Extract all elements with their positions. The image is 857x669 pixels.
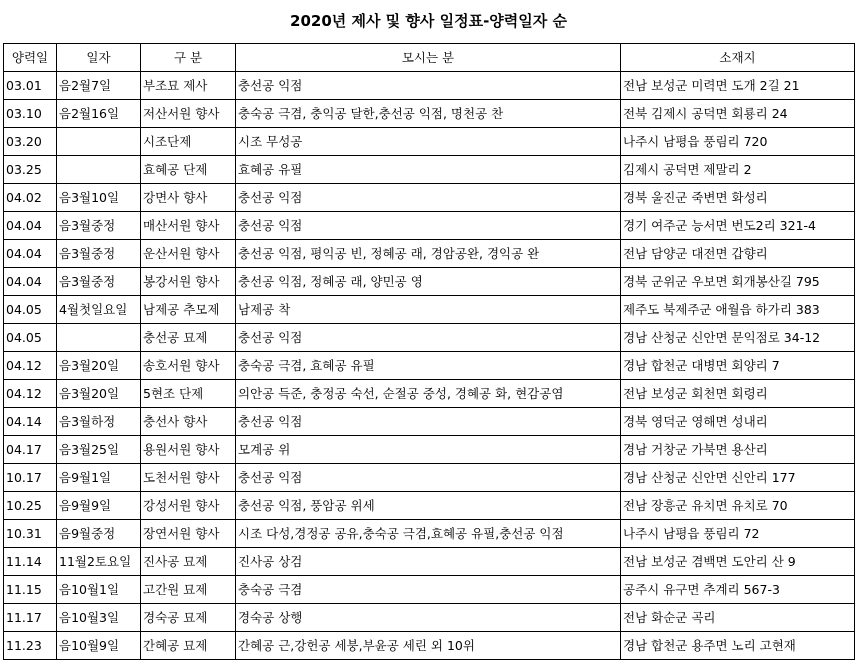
table-row <box>4 296 855 324</box>
category-cell: 강성서원 향사 <box>141 492 236 520</box>
solar-date-cell: 10.31 <box>4 520 57 548</box>
solar-date-cell: 03.01 <box>4 72 57 100</box>
category-cell: 부조묘 제사 <box>141 72 236 100</box>
date-cell: 음3월중정 <box>57 240 141 268</box>
enshrined-cell: 충선공 익점 <box>236 72 621 100</box>
location-cell: 경남 산청군 신안면 신안리 177 <box>621 464 855 492</box>
table-row <box>4 520 855 548</box>
date-cell: 음9월1일 <box>57 464 141 492</box>
enshrined-cell: 시조 다성,경정공 공유,충숙공 극겸,효혜공 유필,충선공 익점 <box>236 520 621 548</box>
table-row <box>4 100 855 128</box>
enshrined-cell: 효혜공 유필 <box>236 156 621 184</box>
category-cell: 충선사 향사 <box>141 408 236 436</box>
solar-date-cell: 10.17 <box>4 464 57 492</box>
location-cell: 전남 화순군 곡리 <box>621 604 855 632</box>
table-row <box>4 156 855 184</box>
solar-date-cell: 04.14 <box>4 408 57 436</box>
enshrined-cell: 충선공 익점, 평익공 빈, 정혜공 래, 경암공완, 경익공 완 <box>236 240 621 268</box>
enshrined-cell: 충선공 익점 <box>236 184 621 212</box>
table-row <box>4 464 855 492</box>
solar-date-cell: 11.14 <box>4 548 57 576</box>
location-cell: 전남 장흥군 유치면 유치로 70 <box>621 492 855 520</box>
category-cell: 강면사 향사 <box>141 184 236 212</box>
category-cell: 5현조 단제 <box>141 380 236 408</box>
date-cell: 음10월9일 <box>57 632 141 660</box>
solar-date-cell: 04.17 <box>4 436 57 464</box>
table-row <box>4 576 855 604</box>
enshrined-cell: 충숙공 극겸 <box>236 576 621 604</box>
table-row <box>4 240 855 268</box>
category-cell: 진사공 묘제 <box>141 548 236 576</box>
category-cell: 저산서원 향사 <box>141 100 236 128</box>
location-cell: 전북 김제시 공덕면 회룡리 24 <box>621 100 855 128</box>
enshrined-cell: 충선공 익점 <box>236 464 621 492</box>
date-cell: 음9월9일 <box>57 492 141 520</box>
enshrined-cell: 충숙공 극겸, 효혜공 유필 <box>236 352 621 380</box>
category-cell: 봉강서원 향사 <box>141 268 236 296</box>
solar-date-cell: 10.25 <box>4 492 57 520</box>
date-cell: 음3월하정 <box>57 408 141 436</box>
category-cell: 효혜공 단제 <box>141 156 236 184</box>
table-row <box>4 184 855 212</box>
solar-date-cell: 04.02 <box>4 184 57 212</box>
location-cell: 제주도 북제주군 애월읍 하가리 383 <box>621 296 855 324</box>
date-cell: 11월2토요일 <box>57 548 141 576</box>
enshrined-cell: 간혜공 근,강헌공 세붕,부윤공 세린 외 10위 <box>236 632 621 660</box>
solar-date-cell: 04.04 <box>4 240 57 268</box>
category-cell: 고간원 묘제 <box>141 576 236 604</box>
location-cell: 경남 산청군 신안면 문익점로 34-12 <box>621 324 855 352</box>
date-cell: 음9월중정 <box>57 520 141 548</box>
enshrined-cell: 충선공 익점, 풍암공 위세 <box>236 492 621 520</box>
table-row <box>4 380 855 408</box>
location-cell: 경기 여주군 능서면 번도2리 321-4 <box>621 212 855 240</box>
table-row <box>4 492 855 520</box>
enshrined-cell: 남제공 착 <box>236 296 621 324</box>
table-row <box>4 72 855 100</box>
solar-date-cell: 03.20 <box>4 128 57 156</box>
enshrined-cell: 충선공 익점, 정혜공 래, 양민공 영 <box>236 268 621 296</box>
col-header-date: 일자 <box>57 44 141 72</box>
category-cell: 남제공 추모제 <box>141 296 236 324</box>
enshrined-cell: 경숙공 상행 <box>236 604 621 632</box>
table-row <box>4 352 855 380</box>
date-cell: 음3월10일 <box>57 184 141 212</box>
location-cell: 경남 합천군 대병면 회양리 7 <box>621 352 855 380</box>
solar-date-cell: 04.04 <box>4 268 57 296</box>
location-cell: 나주시 남평읍 풍림리 720 <box>621 128 855 156</box>
table-row <box>4 548 855 576</box>
solar-date-cell: 11.17 <box>4 604 57 632</box>
location-cell: 경북 군위군 우보면 회개봉산길 795 <box>621 268 855 296</box>
enshrined-cell: 충선공 익점 <box>236 212 621 240</box>
solar-date-cell: 11.15 <box>4 576 57 604</box>
category-cell: 장연서원 향사 <box>141 520 236 548</box>
table-row <box>4 604 855 632</box>
category-cell: 간혜공 묘제 <box>141 632 236 660</box>
date-cell: 4월첫일요일 <box>57 296 141 324</box>
table-row <box>4 128 855 156</box>
category-cell: 도천서원 향사 <box>141 464 236 492</box>
category-cell: 용원서원 향사 <box>141 436 236 464</box>
table-row <box>4 324 855 352</box>
solar-date-cell: 04.04 <box>4 212 57 240</box>
location-cell: 경북 울진군 죽변면 화성리 <box>621 184 855 212</box>
schedule-rows <box>4 72 855 660</box>
table-row <box>4 212 855 240</box>
table-row <box>4 632 855 660</box>
col-header-enshrined: 모시는 분 <box>236 44 621 72</box>
category-cell: 시조단제 <box>141 128 236 156</box>
location-cell: 경북 영덕군 영해면 성내리 <box>621 408 855 436</box>
location-cell: 전남 보성군 회천면 회령리 <box>621 380 855 408</box>
schedule-table <box>3 43 855 660</box>
enshrined-cell: 시조 무성공 <box>236 128 621 156</box>
date-cell: 음2월16일 <box>57 100 141 128</box>
page-title: 2020년 제사 및 향사 일정표-양력일자 순 <box>290 12 567 30</box>
col-header-solar-date: 양력일 <box>4 44 57 72</box>
category-cell: 송호서원 향사 <box>141 352 236 380</box>
table-row <box>4 268 855 296</box>
category-cell: 충선공 묘제 <box>141 324 236 352</box>
date-cell: 음3월중정 <box>57 268 141 296</box>
location-cell: 전남 보성군 겸백면 도안리 산 9 <box>621 548 855 576</box>
solar-date-cell: 04.12 <box>4 380 57 408</box>
col-header-location: 소재지 <box>621 44 855 72</box>
enshrined-cell: 충숙공 극겸, 충익공 달한,충선공 익점, 명천공 찬 <box>236 100 621 128</box>
solar-date-cell: 04.05 <box>4 296 57 324</box>
location-cell: 경남 합천군 용주면 노리 고현재 <box>621 632 855 660</box>
table-row <box>4 408 855 436</box>
date-cell: 음3월중정 <box>57 212 141 240</box>
solar-date-cell: 04.05 <box>4 324 57 352</box>
enshrined-cell: 모계공 위 <box>236 436 621 464</box>
col-header-category: 구 분 <box>141 44 236 72</box>
location-cell: 공주시 유구면 추계리 567-3 <box>621 576 855 604</box>
location-cell: 나주시 남평읍 풍림리 72 <box>621 520 855 548</box>
location-cell: 전남 보성군 미력면 도개 2길 21 <box>621 72 855 100</box>
enshrined-cell: 진사공 상검 <box>236 548 621 576</box>
table-row <box>4 436 855 464</box>
solar-date-cell: 03.25 <box>4 156 57 184</box>
solar-date-cell: 04.12 <box>4 352 57 380</box>
category-cell: 매산서원 향사 <box>141 212 236 240</box>
date-cell: 음10월1일 <box>57 576 141 604</box>
header-row <box>4 44 855 72</box>
location-cell: 경남 거창군 가북면 용산리 <box>621 436 855 464</box>
solar-date-cell: 03.10 <box>4 100 57 128</box>
location-cell: 전남 담양군 대전면 갑향리 <box>621 240 855 268</box>
date-cell <box>57 156 141 184</box>
date-cell: 음3월20일 <box>57 380 141 408</box>
date-cell <box>57 324 141 352</box>
date-cell: 음10월3일 <box>57 604 141 632</box>
date-cell: 음3월20일 <box>57 352 141 380</box>
solar-date-cell: 11.23 <box>4 632 57 660</box>
date-cell: 음2월7일 <box>57 72 141 100</box>
enshrined-cell: 충선공 익점 <box>236 324 621 352</box>
date-cell: 음3월25일 <box>57 436 141 464</box>
location-cell: 김제시 공덕면 제말리 2 <box>621 156 855 184</box>
enshrined-cell: 충선공 익점 <box>236 408 621 436</box>
date-cell <box>57 128 141 156</box>
enshrined-cell: 의안공 득준, 충정공 숙선, 순절공 중성, 경혜공 화, 현감공염 <box>236 380 621 408</box>
category-cell: 운산서원 향사 <box>141 240 236 268</box>
category-cell: 경숙공 묘제 <box>141 604 236 632</box>
